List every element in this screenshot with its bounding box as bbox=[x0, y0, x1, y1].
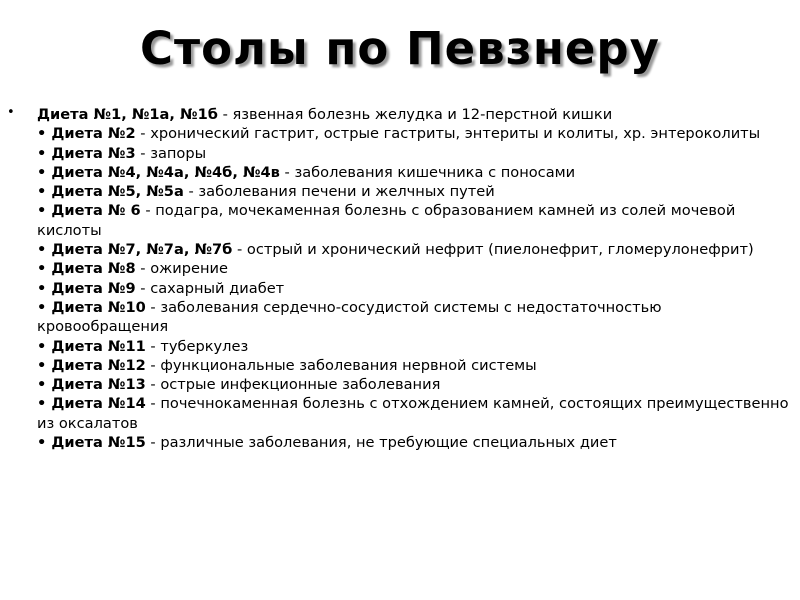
separator: - bbox=[135, 125, 151, 143]
separator: - bbox=[135, 144, 151, 162]
separator: - bbox=[145, 298, 161, 316]
diet-item bbox=[37, 124, 789, 143]
diet-number: • Диета №7, №7а, №7б bbox=[37, 241, 233, 259]
diet-description: ожирение bbox=[150, 260, 228, 278]
diet-item bbox=[37, 375, 789, 394]
diet-item bbox=[37, 201, 789, 240]
slide-title: Столы по Певзнеру bbox=[140, 22, 660, 75]
diet-item bbox=[37, 394, 789, 433]
separator: - bbox=[145, 337, 161, 355]
diet-description: язвенная болезнь желудка и 12-перстной кишки bbox=[232, 106, 613, 123]
diet-number: • Диета №4, №4а, №4б, №4в bbox=[37, 163, 280, 181]
diet-item bbox=[37, 240, 789, 259]
diet-item bbox=[37, 356, 789, 375]
separator: - bbox=[135, 260, 151, 278]
diet-number: • Диета №5, №5а bbox=[37, 183, 184, 201]
diet-description: заболевания кишечника с поносами bbox=[294, 163, 576, 181]
diet-description: острые инфекционные заболевания bbox=[160, 376, 441, 394]
separator: - bbox=[183, 183, 199, 201]
diet-number: • Диета №10 bbox=[37, 298, 146, 316]
diet-item bbox=[37, 182, 789, 201]
diet-number: • Диета №15 bbox=[37, 434, 146, 452]
diet-number: • Диета №8 bbox=[37, 260, 136, 278]
diet-number: • Диета №12 bbox=[37, 356, 146, 374]
separator: - bbox=[279, 163, 295, 181]
separator: - bbox=[217, 106, 233, 123]
diet-number: • Диета №11 bbox=[37, 337, 146, 355]
diet-description: хронический гастрит, острые гастриты, энтериты и колиты, хр. энтероколиты bbox=[150, 125, 761, 143]
diet-item bbox=[37, 433, 789, 452]
diet-description: сахарный диабет bbox=[150, 279, 285, 297]
diet-item bbox=[37, 144, 789, 163]
diet-description: заболевания печени и желчных путей bbox=[198, 183, 495, 201]
diet-number: Диета №1, №1а, №1б bbox=[37, 106, 218, 123]
diet-item bbox=[37, 337, 789, 356]
diet-number: • Диета №13 bbox=[37, 376, 146, 394]
separator: - bbox=[232, 241, 247, 259]
diet-item bbox=[37, 279, 789, 298]
diet-item bbox=[37, 259, 789, 278]
separator: - bbox=[145, 395, 161, 413]
diet-description: заболевания сердечно-сосудистой системы с недостаточностью кровообращения bbox=[37, 298, 662, 336]
separator: - bbox=[145, 434, 161, 452]
diet-description: туберкулез bbox=[160, 337, 249, 355]
diet-list bbox=[37, 105, 789, 452]
diet-number: • Диета №3 bbox=[37, 144, 136, 162]
diet-item bbox=[37, 298, 789, 337]
diet-description: функциональные заболевания нервной системы bbox=[160, 356, 537, 374]
diet-description: острый и хронический нефрит (пиелонефрит, гломерулонефрит) bbox=[246, 241, 754, 259]
diet-number: • Диета №14 bbox=[37, 395, 146, 413]
diet-item bbox=[37, 105, 789, 124]
diet-description: различные заболевания, не требующие специальных диет bbox=[160, 434, 617, 452]
diet-description: подагра, мочекаменная болезнь с образованием камней из солей мочевой кислоты bbox=[37, 202, 736, 239]
diet-description: запоры bbox=[150, 144, 207, 162]
diet-number: • Диета № 6 bbox=[37, 202, 141, 220]
diet-description: почечнокаменная болезнь с отхождением камней, состоящих преимущественно из оксалатов bbox=[37, 395, 789, 432]
diet-number: • Диета №2 bbox=[37, 125, 136, 143]
separator: - bbox=[140, 202, 156, 220]
diet-item bbox=[37, 163, 789, 182]
separator: - bbox=[145, 376, 161, 394]
separator: - bbox=[145, 356, 161, 374]
separator: - bbox=[135, 279, 151, 297]
bullet-marker: • bbox=[7, 105, 15, 120]
diet-number: • Диета №9 bbox=[37, 279, 136, 297]
